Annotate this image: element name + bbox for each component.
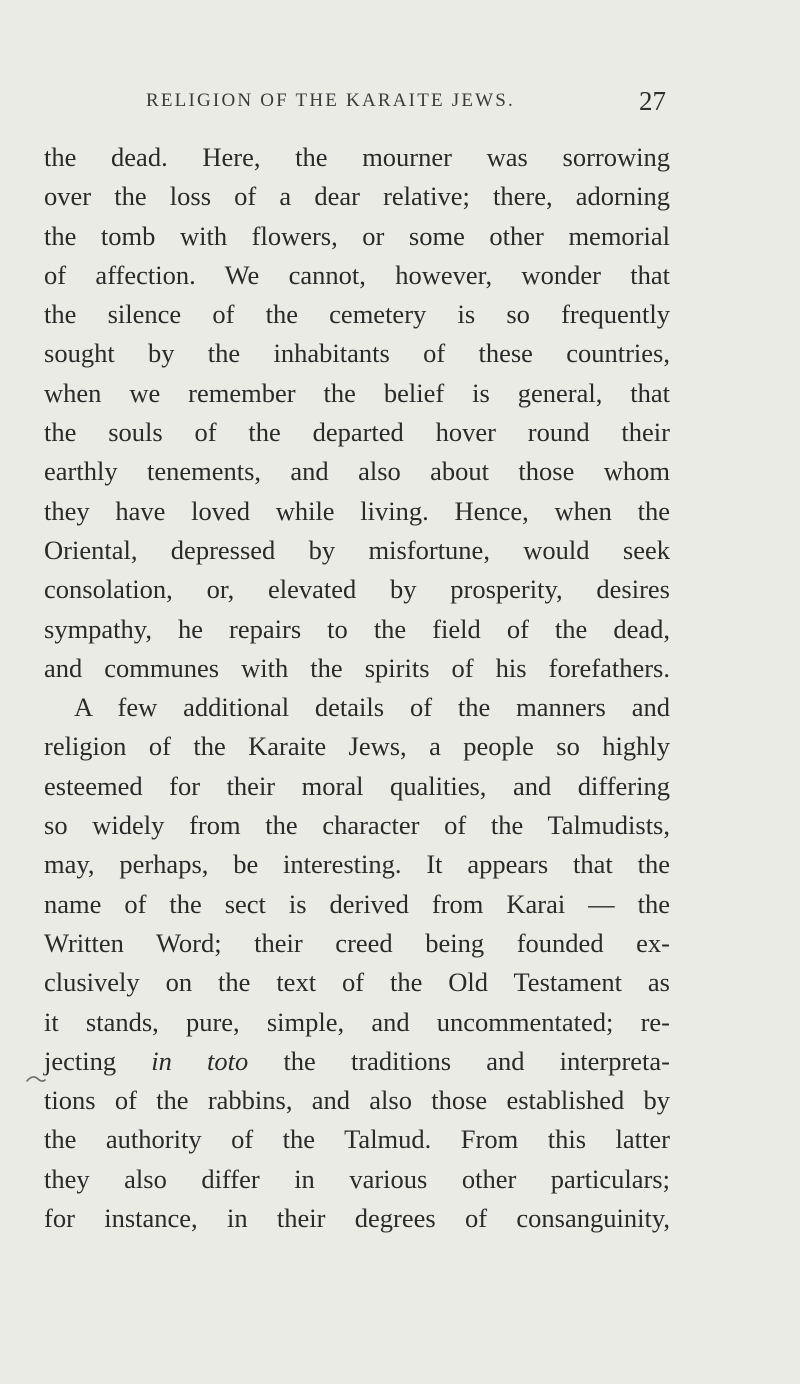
text-line: clusively on the text of the Old Testament as <box>44 967 670 998</box>
text-line: name of the sect is derived from Karai — the <box>44 888 670 919</box>
text-line: when we remember the belief is general, that <box>44 377 670 408</box>
text-line: the souls of the departed hover round their <box>44 417 670 448</box>
text-line: over the loss of a dear relative; there, adorning <box>44 181 670 212</box>
text-line: esteemed for their moral qualities, and differing <box>44 770 670 801</box>
text-line: and communes with the spirits of his forefathers. <box>44 652 670 683</box>
text-line: tions of the rabbins, and also those established by <box>44 1085 670 1116</box>
text-fragment: the traditions and interpreta- <box>248 1045 670 1076</box>
text-line: sympathy, he repairs to the field of the dead, <box>44 613 670 644</box>
text-line: the silence of the cemetery is so frequently <box>44 299 670 330</box>
text-line: they have loved while living. Hence, when the <box>44 495 670 526</box>
text-line: it stands, pure, simple, and uncommentated; re- <box>44 1006 670 1037</box>
italic-phrase: in toto <box>151 1045 249 1076</box>
text-line: Written Word; their creed being founded ex- <box>44 927 670 958</box>
text-line: the authority of the Talmud. From this latter <box>44 1124 670 1155</box>
text-line: consolation, or, elevated by prosperity, desires <box>44 574 670 605</box>
running-title: RELIGION OF THE KARAITE JEWS. <box>146 90 516 111</box>
body-text <box>44 138 670 1238</box>
text-line: the tomb with flowers, or some other memorial <box>44 220 670 251</box>
text-line: of affection. We cannot, however, wonder that <box>44 259 670 290</box>
text-line: earthly tenements, and also about those whom <box>44 456 670 487</box>
text-line: for instance, in their degrees of consanguinity, <box>44 1203 670 1234</box>
text-fragment: jecting <box>44 1045 152 1076</box>
text-line: may, perhaps, be interesting. It appears that the <box>44 849 670 880</box>
text-line: the dead. Here, the mourner was sorrowing <box>44 142 670 172</box>
text-line: sought by the inhabitants of these countries, <box>44 338 670 369</box>
running-head <box>146 88 666 118</box>
text-line: religion of the Karaite Jews, a people so highly <box>44 731 670 762</box>
text-line: Oriental, depressed by misfortune, would seek <box>44 534 670 565</box>
text-line: so widely from the character of the Talmudists, <box>44 810 670 841</box>
page-number: 27 <box>639 86 666 116</box>
paragraph-start-line: A few additional details of the manners and <box>74 692 670 723</box>
text-line: they also differ in various other particulars; <box>44 1163 670 1194</box>
margin-pencil-mark-icon <box>26 1072 46 1086</box>
text-line-with-italic <box>44 1042 670 1081</box>
